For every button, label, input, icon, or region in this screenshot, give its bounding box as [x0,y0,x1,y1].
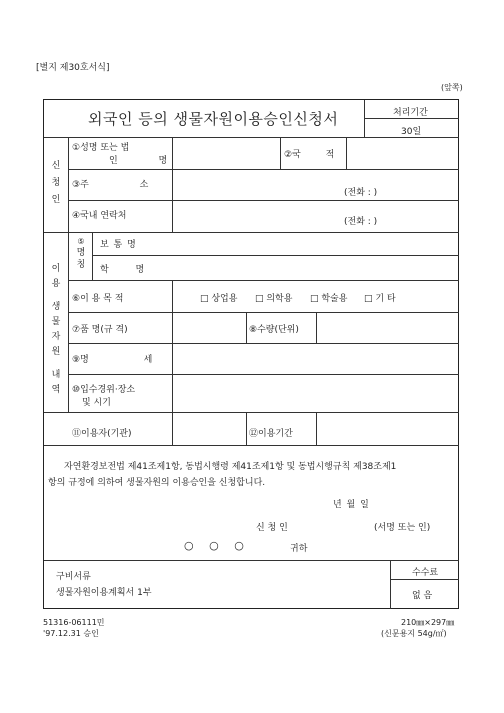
page-side-label: (앞쪽) [441,83,463,92]
applicant-signature-label: 신 청 인 [256,523,288,533]
application-form [43,99,459,609]
species-name-group: ⑤ 명 칭 [76,237,86,270]
form-title: 외국인 등의 생물자원이용승인신청서 [88,110,339,128]
processing-period-value: 30일 [401,127,422,137]
name-field[interactable] [175,140,277,166]
quantity-field[interactable] [319,315,455,339]
purpose-medical-checkbox[interactable]: □ 의학용 [255,294,293,304]
name-label-line2: 인 명 [109,156,168,166]
name-label-line1: ①성명 또는 법 [72,143,130,153]
approval-date: '97.12.31 승인 [43,629,99,638]
address-field[interactable] [175,172,455,198]
nationality-label: ②국 적 [284,150,335,160]
common-name-label: 보 통 명 [100,240,136,250]
fee-label: 수수료 [412,568,439,578]
attachments-item: 생물자원이용계획서 1부 [56,588,152,598]
purpose-commercial-checkbox[interactable]: □ 상업용 [200,294,238,304]
purpose-other-checkbox[interactable]: □ 기 타 [364,294,396,304]
fee-value: 없 음 [412,591,433,601]
signature-placeholder: (서명 또는 인) [374,523,431,533]
statement-line2: 항의 규정에 의하여 생물자원의 이용승인을 신청합니다. [48,478,266,488]
detail-field[interactable] [175,346,455,370]
scientific-name-label: 학 명 [100,265,145,275]
nationality-field[interactable] [349,140,455,166]
acquisition-label-line2: 및 시기 [82,398,111,408]
paper-size: 210㎜×297㎜ [401,618,455,627]
quantity-label: ⑧수량(단위) [249,325,299,335]
period-label: ⑫이용기간 [249,429,293,439]
domestic-contact-phone: (전화 : ) [344,217,378,227]
common-name-field[interactable] [175,235,455,253]
scientific-name-field[interactable] [175,258,455,277]
processing-period-label: 처리기간 [393,108,428,118]
variety-label: ⑦품 명(규 격) [72,325,128,335]
addressee-suffix: 귀하 [290,544,308,554]
form-reference: [별지 제30호서식] [36,63,110,73]
address-phone: (전화 : ) [344,188,378,198]
addressee-circles: ○ ○ ○ [184,539,244,552]
application-date: 년 월 일 [333,500,369,510]
acquisition-field[interactable] [175,377,455,409]
applicant-group-label: 신 청 인 [51,161,61,205]
detail-label: ⑨명 세 [72,355,153,365]
purpose-label: ⑥이 용 목 적 [72,294,124,304]
paper-type: (신문용지 54g/㎡) [381,629,447,638]
usage-group-label: 이 용 생 물 자 원 내 역 [51,264,61,395]
user-field[interactable] [175,415,245,442]
form-code: 51316-06111민 [43,618,105,627]
statement-line1: 자연환경보전법 제41조제1항, 동법시행령 제41조제1항 및 동법시행규칙 제38조제1 [64,462,397,472]
attachments-label: 구비서류 [56,572,91,582]
period-field[interactable] [319,415,455,442]
address-label: ③주 소 [72,180,149,190]
user-label: ⑪이용자(기관) [72,429,132,439]
domestic-contact-label: ④국내 연락처 [72,211,127,221]
acquisition-label-line1: ⑩입수경위·장소 [72,385,136,395]
domestic-contact-field[interactable] [175,203,455,229]
purpose-academic-checkbox[interactable]: □ 학술용 [310,294,348,304]
variety-field[interactable] [175,315,245,339]
